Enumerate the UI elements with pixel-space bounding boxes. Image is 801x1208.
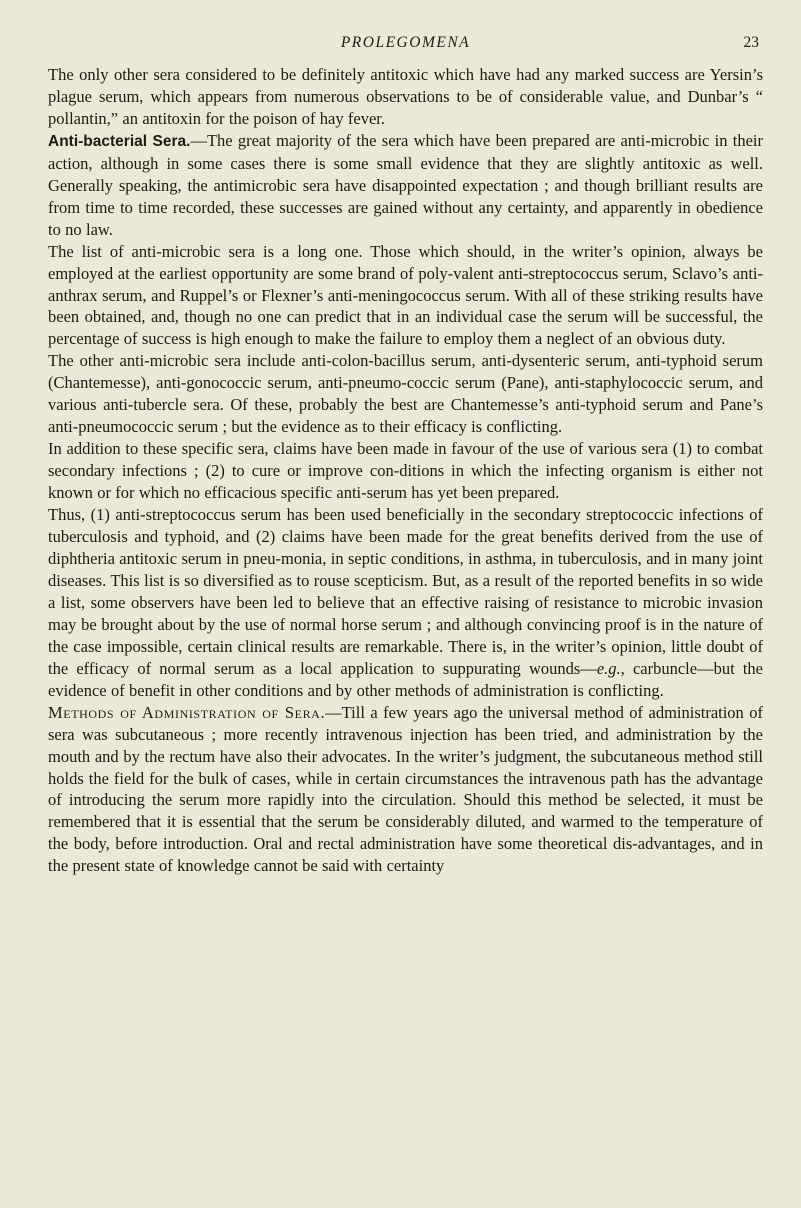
paragraph-text: Thus, (1) anti-streptococcus serum has been used beneficially in the secondary streptococcic infections of tuberculosis and typhoid, and (2) claims have been made for the great benefits derived from the use of diphtheria antitoxic serum in pneu-monia, in septic conditions, in asthma, in tuberculosis, and in many joint diseases. This list is so diversified as to rouse scepticism. But, as a result of the reported benefits in so wide a list, some observers have been led to believe that an effective raising of resistance to microbic invasion may be brought about by the use of normal horse serum ; and although convincing proof is in the nature of the case impossible, certain clinical results are remarkable. There is, in the writer’s opinion, little doubt of the efficacy of normal serum as a local application to suppurating wounds— [48, 505, 763, 678]
paragraph-text: , carbuncle—but the evidence of benefit in other conditions and by other methods of administration is conflicting. [48, 658, 763, 700]
section-heading-methods: Methods of Administration of Sera. [48, 702, 326, 722]
paragraph-antitoxic-sera: The only other sera considered to be definitely antitoxic which have had any marked success are Yersin’s plague serum, which appears from numerous observations to be of considerable value, and Dunbar’s “ pollantin,” an antitoxin for the poison of hay fever. [48, 65, 763, 128]
paragraph-claims: In addition to these specific sera, claims have been made in favour of the use of various sera (1) to combat secondary infections ; (2) to cure or improve con-ditions in which the infecting organism is either not known or for which no efficacious specific anti-serum has yet been prepared. [48, 439, 763, 503]
paragraph-text: —Till a few years ago the universal method of administration of sera was subcutaneous ; more recently intravenous injection has been tried, and administration by the mouth and by the rectum have also their advocates. In the writer’s judgment, the subcutaneous method still holds the field for the bulk of cases, while in certain circumstances the intravenous path has the advantage of introducing the serum more rapidly into the circulation. Should this method be selected, it must be remembered that it is essential that the serum be considerably diluted, and warmed to the temperature of the body, before introduction. Oral and rectal administration have some theoretical dis-advantages, and in the present state of knowledge cannot be said with certainty [48, 702, 763, 876]
running-head [48, 34, 763, 62]
paragraph-list-of-sera: The list of anti-microbic sera is a long one. Those which should, in the writer’s opinion, always be employed at the earliest opportunity are some brand of poly-valent anti-streptococcus serum, Sclavo’s anti-anthrax serum, and Ruppel’s or Flexner’s anti-meningococcus serum. With all of these striking results have been obtained, and, though no one can predict that in an individual case the serum will be successful, the percentage of success is high enough to make the failure to employ them a neglect of an obvious duty. [48, 241, 763, 349]
paragraph-other-sera: The other anti-microbic sera include anti-colon-bacillus serum, anti-dysenteric serum, anti-typhoid serum (Chantemesse), anti-gonococcic serum, anti-pneumo-coccic serum (Pane), anti-staphylococcic serum, and various anti-tubercle sera. Of these, probably the best are Chantemesse’s anti-typhoid serum and Pane’s anti-pneumococcic serum ; but the evidence as to their efficacy is conflicting. [48, 351, 763, 437]
page-number: 23 [743, 34, 759, 51]
paragraph-text: —The great majority of the sera which have been prepared are anti-microbic in their action, although in some cases there is some small evidence that they are slightly antitoxic as well. Generally speaking, the antimicrobic sera have disappointed expectation ; and though brilliant results are from time to time recorded, these successes are gained without any certainty, and apparently in obedience to no law. [48, 130, 763, 239]
italic-abbreviation: e.g. [596, 658, 621, 678]
section-heading-anti-bacterial-sera: Anti-bacterial Sera. [48, 132, 191, 150]
running-title: PROLEGOMENA [340, 34, 471, 51]
paragraph-anti-bacterial-sera [48, 130, 763, 241]
paragraph-examples [48, 504, 763, 702]
paragraph-methods-of-administration [48, 702, 763, 878]
